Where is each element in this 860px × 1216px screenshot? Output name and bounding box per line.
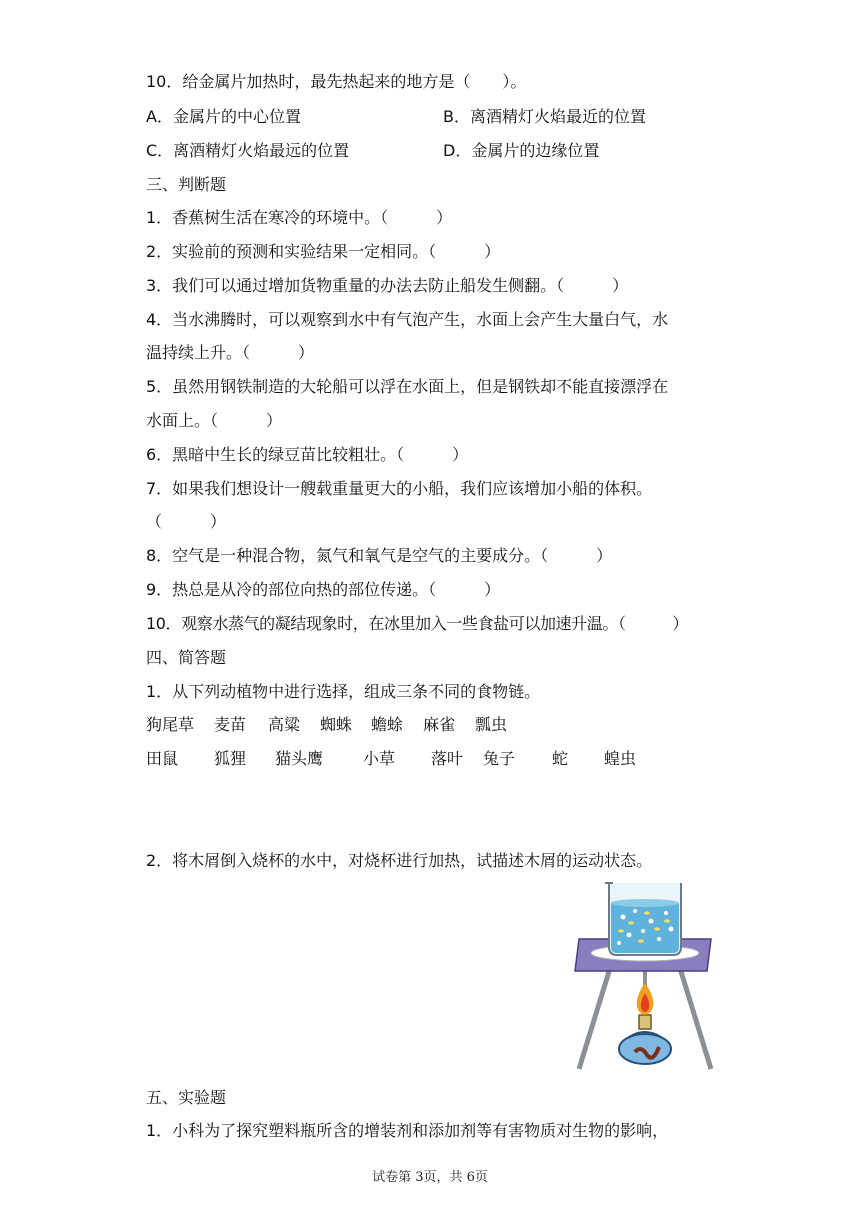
section-5-title: 五、实验题 xyxy=(146,1088,227,1107)
short-answer-q1: 1．从下列动植物中进行选择，组成三条不同的食物链。 xyxy=(146,682,541,701)
organism-word: 兔子 xyxy=(483,749,516,768)
organism-word: 蛇 xyxy=(552,749,569,768)
judge-item: 1．香蕉树生活在寒冷的环境中。（ ） xyxy=(146,208,453,227)
organism-word: 蝗虫 xyxy=(604,749,637,768)
q10-option-a: A．金属片的中心位置 xyxy=(146,107,301,126)
organism-word: 小草 xyxy=(363,749,396,768)
judge-item: 温持续上升。（ ） xyxy=(146,343,315,362)
organism-word: 麻雀 xyxy=(423,715,456,734)
organism-word: 狐狸 xyxy=(214,749,247,768)
q10-stem: 10．给金属片加热时，最先热起来的地方是（ ）。 xyxy=(146,72,527,91)
beaker-heating-icon xyxy=(571,877,717,1077)
short-answer-q2: 2．将木屑倒入烧杯的水中，对烧杯进行加热，试描述木屑的运动状态。 xyxy=(146,851,653,870)
organism-word: 瓢虫 xyxy=(475,715,508,734)
judge-item: 6．黑暗中生长的绿豆苗比较粗壮。（ ） xyxy=(146,445,469,464)
judge-item: 8．空气是一种混合物，氮气和氧气是空气的主要成分。（ ） xyxy=(146,546,613,565)
judge-item: 3．我们可以通过增加货物重量的办法去防止船发生侧翻。（ ） xyxy=(146,276,629,295)
section-4-title: 四、简答题 xyxy=(146,648,227,667)
organism-word: 高粱 xyxy=(268,715,301,734)
judge-item: 2．实验前的预测和实验结果一定相同。（ ） xyxy=(146,242,501,261)
q10-option-c: C．离酒精灯火焰最远的位置 xyxy=(146,141,350,160)
q10-option-d: D．金属片的边缘位置 xyxy=(443,141,600,160)
section-3-title: 三、判断题 xyxy=(146,175,227,194)
judge-item: 5．虽然用钢铁制造的大轮船可以浮在水面上，但是钢铁却不能直接漂浮在 xyxy=(146,377,669,396)
judge-item: 9．热总是从冷的部位向热的部位传递。（ ） xyxy=(146,580,501,599)
organism-word: 狗尾草 xyxy=(146,715,195,734)
organism-word: 蟾蜍 xyxy=(371,715,404,734)
judge-item: 水面上。（ ） xyxy=(146,411,283,430)
organism-word: 田鼠 xyxy=(146,749,179,768)
organism-word: 落叶 xyxy=(431,749,464,768)
organism-word: 蜘蛛 xyxy=(320,715,353,734)
experiment-q1: 1．小科为了探究塑料瓶所含的增装剂和添加剂等有害物质对生物的影响， xyxy=(146,1121,669,1140)
judge-item: 7．如果我们想设计一艘载重量更大的小船，我们应该增加小船的体积。 xyxy=(146,479,653,498)
page-footer: 试卷第 3页，共 6页 xyxy=(372,1170,488,1185)
judge-item: 10．观察水蒸气的凝结现象时，在冰里加入一些食盐可以加速升温。（ ） xyxy=(146,614,688,633)
organism-word: 猫头鹰 xyxy=(275,749,324,768)
organism-word: 麦苗 xyxy=(214,715,247,734)
judge-item: 4．当水沸腾时，可以观察到水中有气泡产生，水面上会产生大量白气，水 xyxy=(146,310,669,329)
judge-item: （ ） xyxy=(146,512,227,531)
q10-option-b: B．离酒精灯火焰最近的位置 xyxy=(443,107,646,126)
